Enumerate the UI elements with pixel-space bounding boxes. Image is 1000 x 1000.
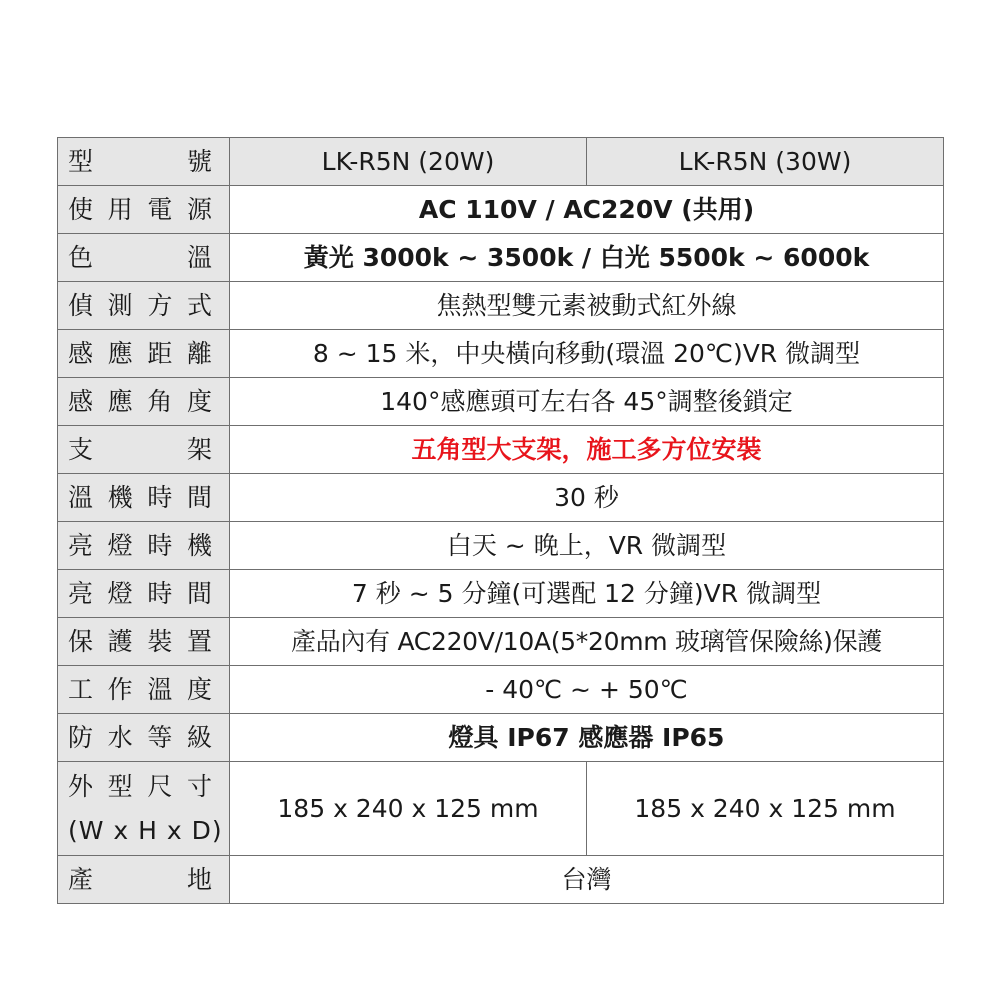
label-detection: 偵 測 方 式: [58, 282, 230, 330]
row-model: [58, 138, 944, 186]
label-bracket: 支 架: [58, 426, 230, 474]
value-sensing-distance: 8 ~ 15 米，中央橫向移動(環溫 20℃)VR 微調型: [230, 330, 944, 378]
value-light-on-timing: 白天 ~ 晚上，VR 微調型: [230, 522, 944, 570]
label-warmup-time: 溫 機 時 間: [58, 474, 230, 522]
row-detection: [58, 282, 944, 330]
row-light-on-timing: [58, 522, 944, 570]
value-light-on-duration: 7 秒 ~ 5 分鐘(可選配 12 分鐘)VR 微調型: [230, 570, 944, 618]
row-protection: [58, 618, 944, 666]
row-power: [58, 186, 944, 234]
label-dimensions: [58, 762, 230, 856]
label-waterproof: 防 水 等 級: [58, 714, 230, 762]
label-model: 型 號: [58, 138, 230, 186]
label-light-on-duration: 亮 燈 時 間: [58, 570, 230, 618]
value-detection: 焦熱型雙元素被動式紅外線: [230, 282, 944, 330]
spec-table: [57, 137, 944, 904]
value-protection: 產品內有 AC220V/10A(5*20mm 玻璃管保險絲)保護: [230, 618, 944, 666]
label-protection: 保 護 裝 置: [58, 618, 230, 666]
model-20w: LK-R5N (20W): [230, 138, 587, 186]
label-color-temp: 色 溫: [58, 234, 230, 282]
row-operating-temp: [58, 666, 944, 714]
row-sensing-angle: [58, 378, 944, 426]
value-power: AC 110V / AC220V (共用): [230, 186, 944, 234]
row-warmup-time: [58, 474, 944, 522]
label-dimensions-line1: 外 型 尺 寸: [68, 771, 213, 801]
dimensions-20w: 185 x 240 x 125 mm: [230, 762, 587, 856]
dimensions-30w: 185 x 240 x 125 mm: [587, 762, 944, 856]
value-origin: 台灣: [230, 856, 944, 904]
value-bracket: 五角型大支架，施工多方位安裝: [230, 426, 944, 474]
label-power: 使 用 電 源: [58, 186, 230, 234]
label-origin: 產 地: [58, 856, 230, 904]
value-waterproof: 燈具 IP67 感應器 IP65: [230, 714, 944, 762]
label-operating-temp: 工 作 溫 度: [58, 666, 230, 714]
row-color-temp: [58, 234, 944, 282]
label-light-on-timing: 亮 燈 時 機: [58, 522, 230, 570]
value-warmup-time: 30 秒: [230, 474, 944, 522]
row-dimensions: [58, 762, 944, 856]
row-light-on-duration: [58, 570, 944, 618]
model-30w: LK-R5N (30W): [587, 138, 944, 186]
row-bracket: [58, 426, 944, 474]
label-sensing-angle: 感 應 角 度: [58, 378, 230, 426]
row-waterproof: [58, 714, 944, 762]
label-sensing-distance: 感 應 距 離: [58, 330, 230, 378]
value-sensing-angle: 140°感應頭可左右各 45°調整後鎖定: [230, 378, 944, 426]
value-color-temp: 黃光 3000k ~ 3500k / 白光 5500k ~ 6000k: [230, 234, 944, 282]
value-operating-temp: - 40℃ ~ + 50℃: [230, 666, 944, 714]
row-origin: [58, 856, 944, 904]
label-dimensions-line2: (W x H x D): [68, 815, 223, 845]
row-sensing-distance: [58, 330, 944, 378]
